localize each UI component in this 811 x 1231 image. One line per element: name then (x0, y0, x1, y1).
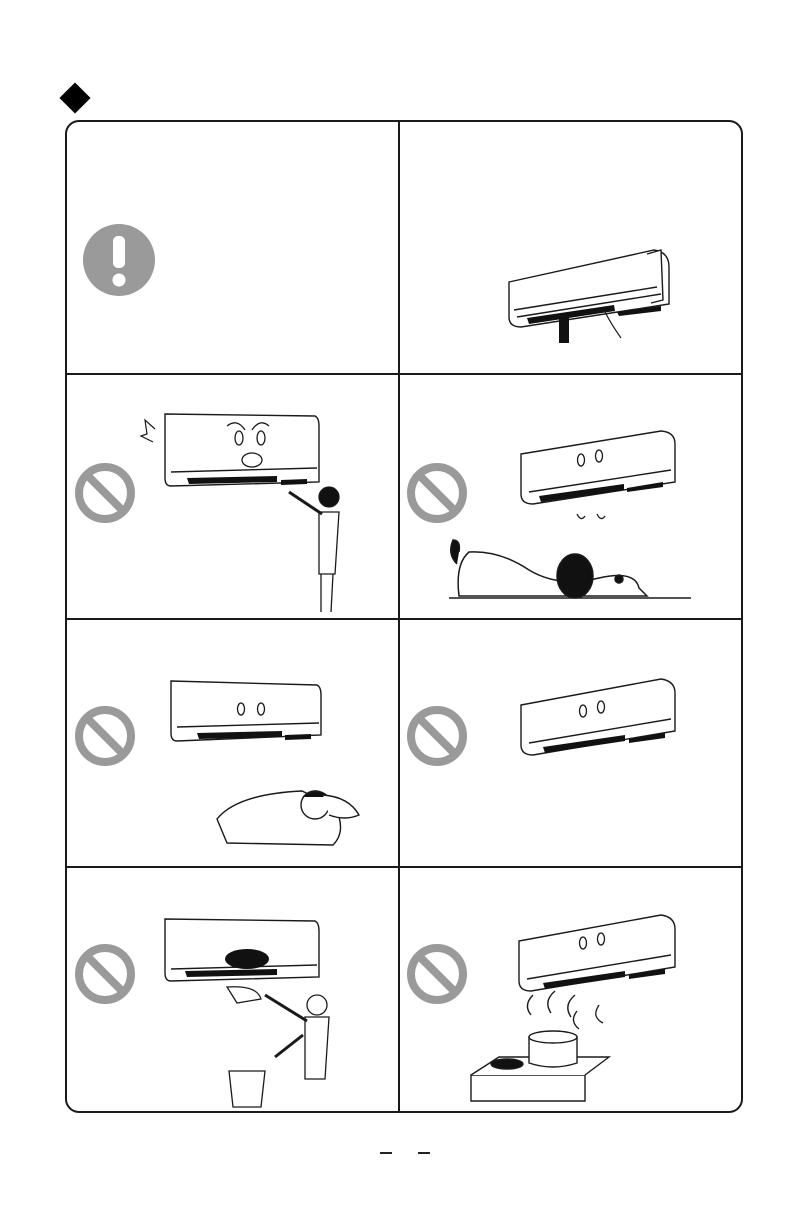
prohibited-icon (411, 467, 463, 519)
ac-unit-icon (509, 250, 669, 327)
panel-unit-drain (399, 122, 743, 373)
caution-icon (83, 224, 155, 296)
ac-unit-icon (165, 414, 319, 486)
stove-icon (471, 991, 609, 1101)
prohibited-icon (79, 948, 131, 1000)
unit-drain-illustration (399, 122, 743, 373)
dog-illustration (399, 374, 743, 618)
panel-no-airflow-animals (399, 374, 743, 618)
prohibited-icon (79, 467, 131, 519)
panel-no-food-preservation (399, 619, 743, 866)
sleeping-person-illustration (67, 619, 398, 866)
caution-illustration (67, 122, 398, 373)
page-number-dash-left (380, 1152, 392, 1154)
man-icon (289, 487, 339, 612)
sleeping-person-icon (217, 791, 359, 845)
panel-caution (67, 122, 398, 373)
food-illustration (399, 619, 743, 866)
washing-illustration (67, 867, 398, 1113)
prohibited-icon (79, 710, 131, 762)
prohibited-icon (411, 710, 463, 762)
panel-no-airflow-people (67, 619, 398, 866)
man-icon (227, 987, 329, 1107)
no-hands-illustration (67, 374, 398, 618)
page-number (370, 1144, 440, 1164)
warning-panel-grid (65, 120, 743, 1113)
prohibited-icon (411, 948, 463, 1000)
page-number-dash-right (418, 1152, 430, 1154)
section-diamond-icon (59, 82, 90, 113)
panel-no-heat-source (399, 867, 743, 1113)
panel-no-water-cleaning (67, 867, 398, 1113)
dog-icon (449, 540, 691, 598)
panel-no-hands-outlet (67, 374, 398, 618)
stove-illustration (399, 867, 743, 1113)
